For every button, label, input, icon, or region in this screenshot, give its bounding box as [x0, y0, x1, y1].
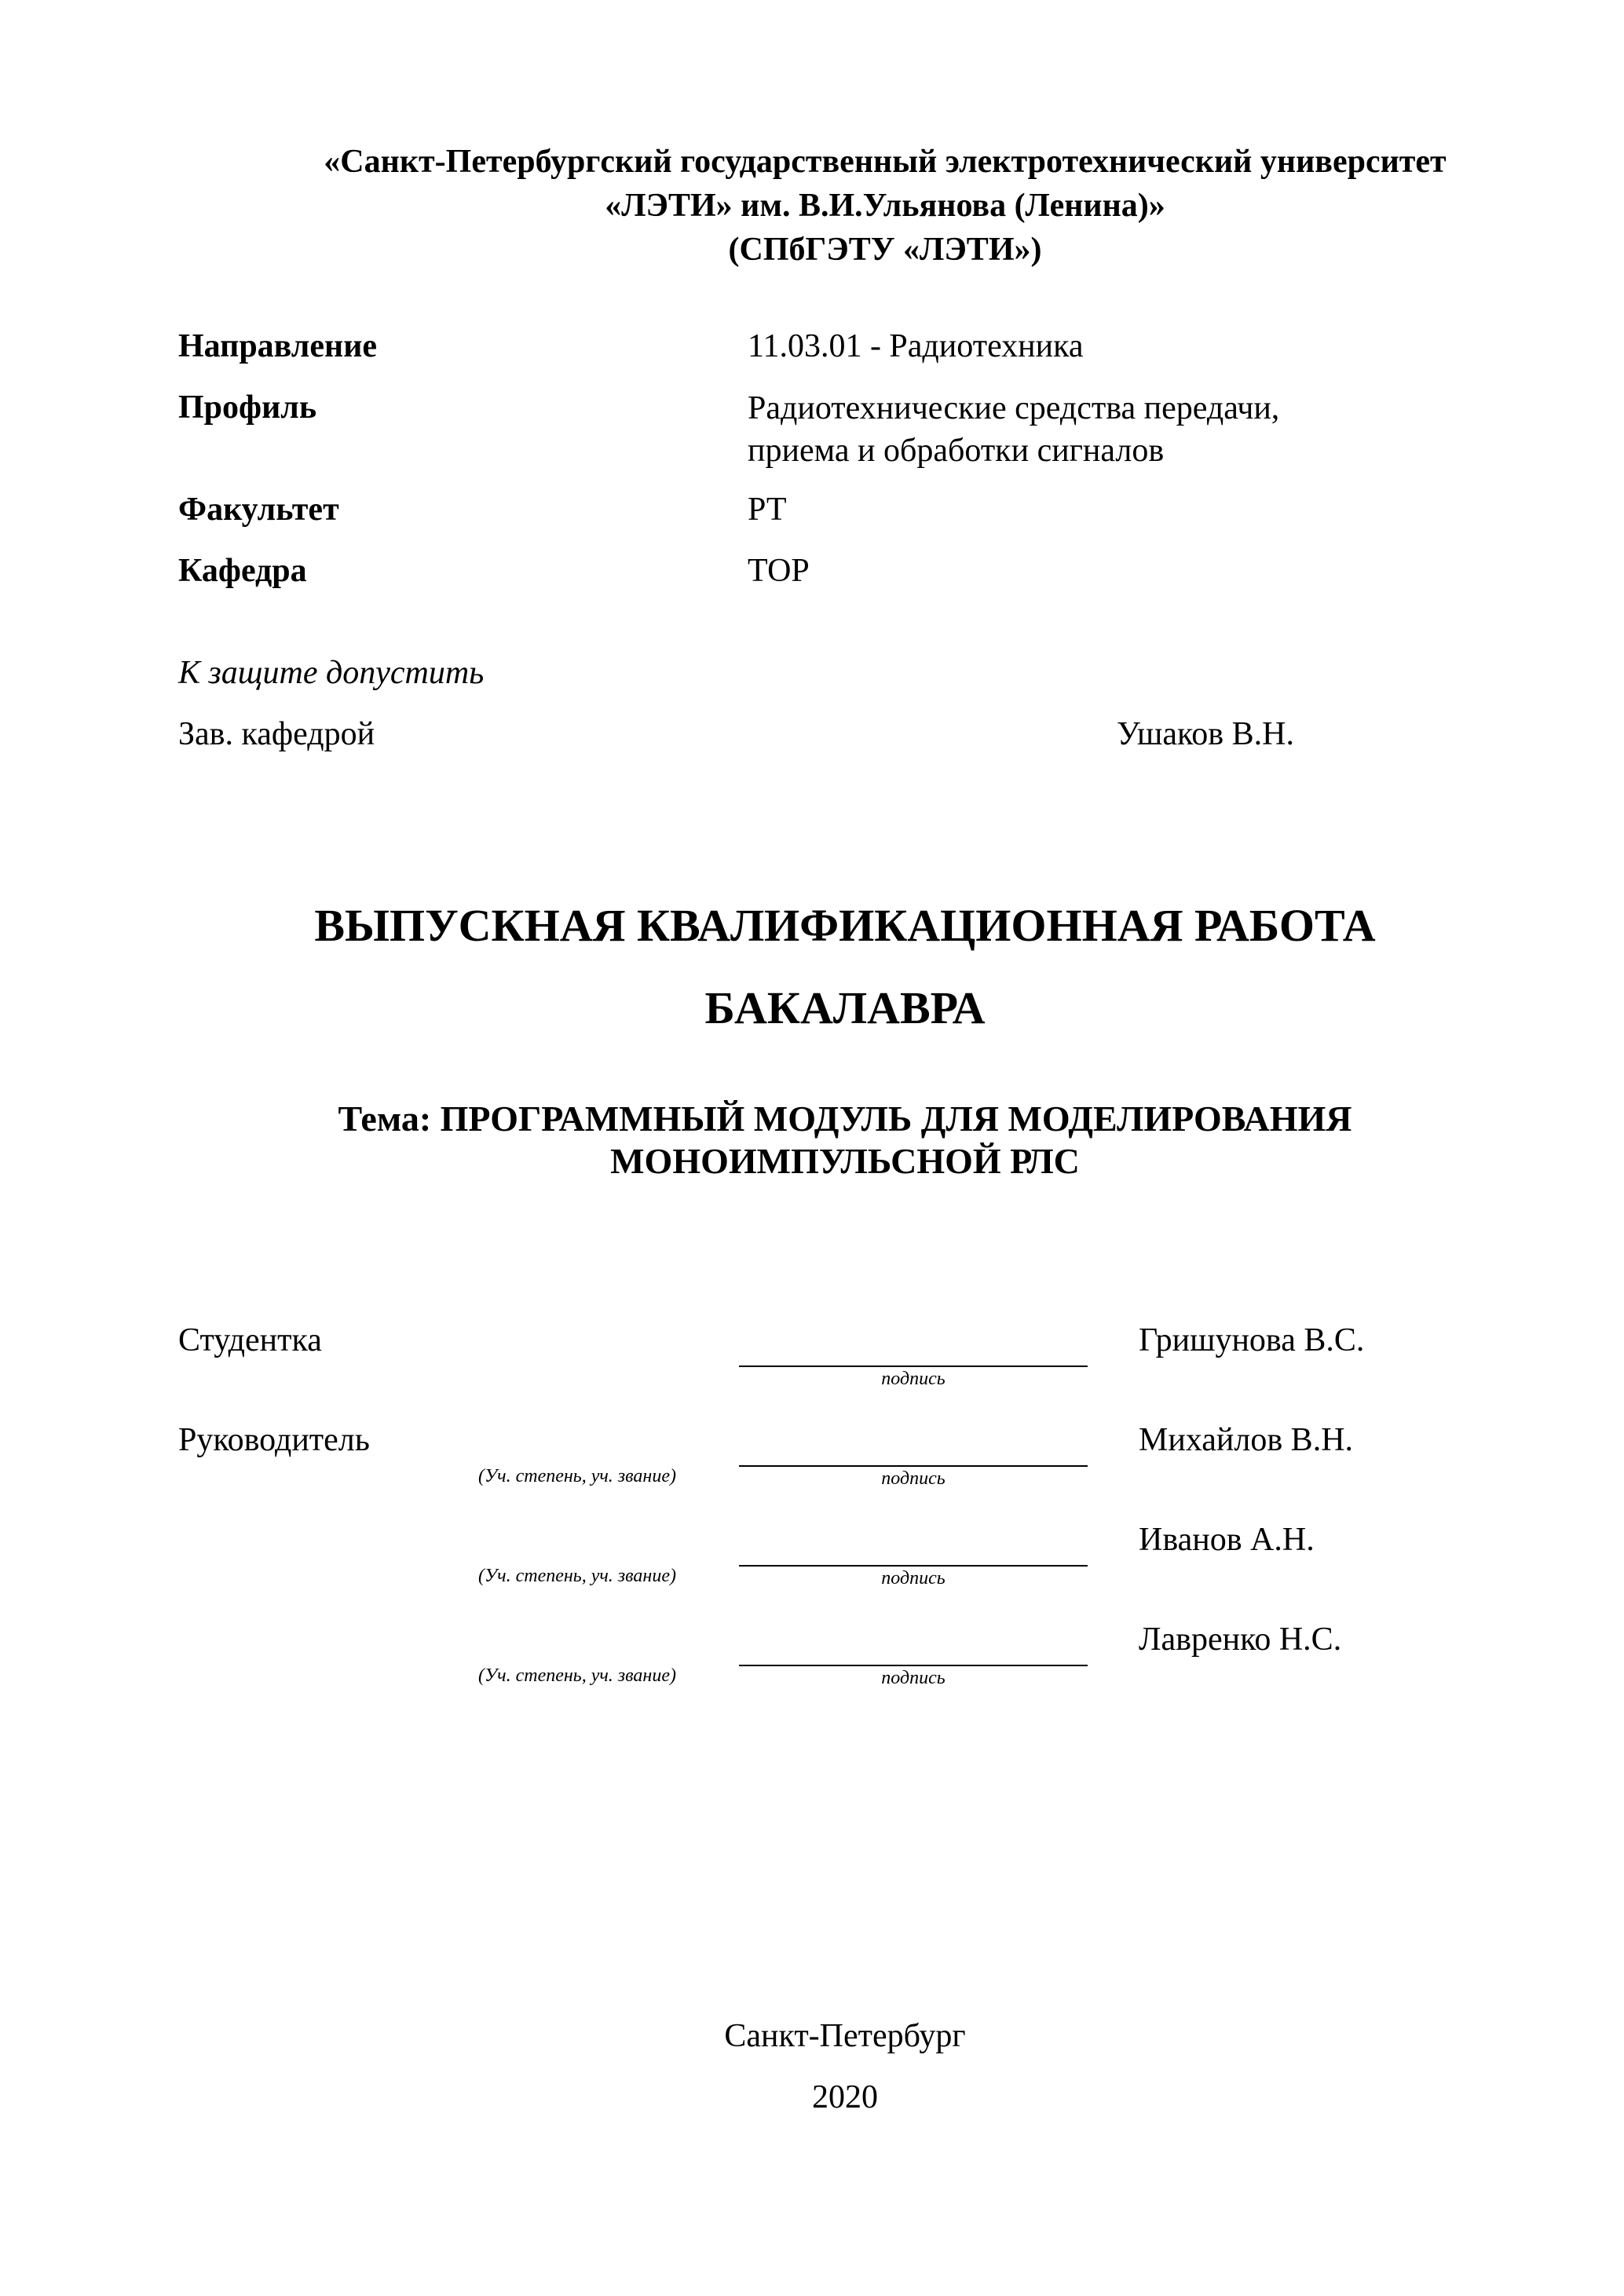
- thesis-title-line1: ВЫПУСКНАЯ КВАЛИФИКАЦИОННАЯ РАБОТА: [314, 900, 1376, 951]
- thesis-topic: [0, 1098, 1624, 1183]
- profile-value-line2: приема и обработки сигналов: [748, 433, 1165, 469]
- head-of-department-name: Ушаков В.Н.: [1117, 716, 1294, 752]
- university-name-line1: «Санкт-Петербургский государственный электротехнический университет: [324, 144, 1447, 180]
- supervisor-role: Руководитель: [178, 1422, 370, 1458]
- direction-label: Направление: [178, 328, 378, 364]
- faculty-label: Факультет: [178, 492, 339, 528]
- consultant2-signature-caption: подпись: [881, 1668, 946, 1688]
- consultant1-name: Иванов А.Н.: [1139, 1522, 1315, 1558]
- university-header: [0, 140, 1624, 272]
- faculty-value: РТ: [748, 492, 787, 528]
- thesis-topic-line1: Тема: ПРОГРАММНЫЙ МОДУЛЬ ДЛЯ МОДЕЛИРОВАНИЯ: [338, 1099, 1352, 1139]
- consultant1-signature-line: [739, 1565, 1088, 1567]
- admit-to-defense: К защите допустить: [178, 655, 485, 691]
- profile-label: Профиль: [178, 389, 317, 426]
- department-value: ТОР: [748, 553, 810, 589]
- supervisor-signature-line: [739, 1465, 1088, 1467]
- supervisor-degree-caption: (Уч. степень, уч. звание): [478, 1466, 676, 1486]
- supervisor-name: Михайлов В.Н.: [1139, 1422, 1354, 1458]
- consultant2-degree-caption: (Уч. степень, уч. звание): [478, 1665, 676, 1686]
- consultant1-degree-caption: (Уч. степень, уч. звание): [478, 1566, 676, 1586]
- consultant1-signature-caption: подпись: [881, 1568, 946, 1589]
- consultant2-name: Лавренко Н.С.: [1139, 1621, 1342, 1658]
- student-role: Студентка: [178, 1322, 322, 1358]
- direction-value: 11.03.01 - Радиотехника: [748, 328, 1084, 364]
- thesis-title-line2: БАКАЛАВРА: [704, 982, 986, 1033]
- student-signature-line: [739, 1366, 1088, 1367]
- city: Санкт-Петербург: [724, 2018, 966, 2054]
- head-of-department-label: Зав. кафедрой: [178, 716, 375, 752]
- university-abbreviation: (СПбГЭТУ «ЛЭТИ»): [728, 232, 1042, 268]
- thesis-topic-line2: МОНОИМПУЛЬСНОЙ РЛС: [610, 1141, 1080, 1181]
- university-name-line2: «ЛЭТИ» им. В.И.Ульянова (Ленина)»: [605, 188, 1165, 224]
- student-signature-caption: подпись: [881, 1369, 946, 1389]
- year: 2020: [812, 2079, 878, 2115]
- supervisor-signature-caption: подпись: [881, 1468, 946, 1489]
- student-name: Гришунова В.С.: [1139, 1322, 1365, 1358]
- consultant2-signature-line: [739, 1665, 1088, 1666]
- department-label: Кафедра: [178, 553, 307, 589]
- profile-value-line1: Радиотехнические средства передачи,: [748, 390, 1280, 426]
